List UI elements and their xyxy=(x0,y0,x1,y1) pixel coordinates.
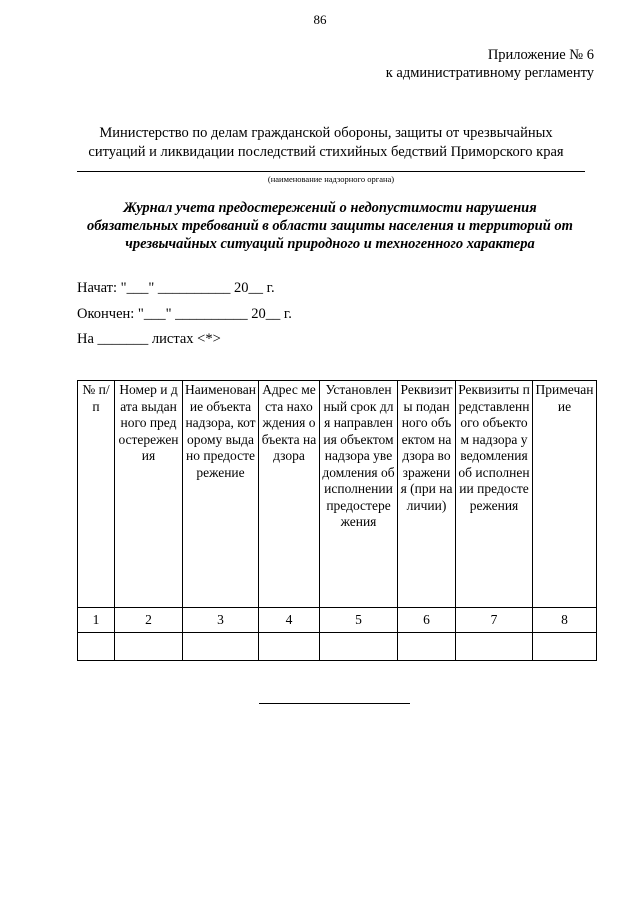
empty-cell xyxy=(398,633,456,661)
header-cell-note: Примечание xyxy=(533,381,597,608)
journal-title-line-1: Журнал учета предостережений о недопустимости нарушения xyxy=(123,200,537,216)
page-number: 86 xyxy=(313,12,327,27)
appendix-line-2: к административному регламенту xyxy=(385,65,594,81)
ministry-line-2: ситуаций и ликвидации последствий стихийных бедствий Приморского края xyxy=(88,144,564,160)
ministry-name xyxy=(60,124,592,162)
empty-cell xyxy=(78,633,115,661)
ministry-line-1: Министерство по делам гражданской обороны, защиты от чрезвычайных xyxy=(99,125,553,141)
journal-table xyxy=(77,380,597,661)
column-number-cell: 5 xyxy=(320,608,398,633)
column-number-cell: 2 xyxy=(115,608,183,633)
header-cell-object-address: Адрес места нахождения объекта надзора xyxy=(259,381,320,608)
empty-cell xyxy=(115,633,183,661)
column-number-row xyxy=(78,608,597,633)
started-date-field: Начат: "___" __________ 20__ г. xyxy=(77,280,275,296)
org-underline xyxy=(77,171,585,172)
org-caption: (наименование надзорного органа) xyxy=(267,174,395,184)
empty-cell xyxy=(320,633,398,661)
end-separator-line xyxy=(259,703,410,704)
journal-title-line-3: чрезвычайных ситуаций природного и техногенного характера xyxy=(125,236,535,252)
header-cell-notification-deadline: Установленный срок для направления объектом надзора уведомления об исполнении предостережения xyxy=(320,381,398,608)
sheets-count-field: На _______ листах <*> xyxy=(77,331,221,347)
journal-title xyxy=(70,199,590,253)
journal-title-line-2: обязательных требований в области защиты населения и территорий от xyxy=(87,218,573,234)
table-header-row xyxy=(78,381,597,608)
column-number-cell: 8 xyxy=(533,608,597,633)
header-cell-warning-number-date: Номер и дата выданного предостережения xyxy=(115,381,183,608)
appendix-note xyxy=(386,46,594,82)
column-number-cell: 7 xyxy=(456,608,533,633)
column-number-cell: 1 xyxy=(78,608,115,633)
column-number-cell: 6 xyxy=(398,608,456,633)
header-cell-notification-details: Реквизиты представленного объектом надзора уведомления об исполнении предостережения xyxy=(456,381,533,608)
header-cell-number: № п/п xyxy=(78,381,115,608)
empty-cell xyxy=(456,633,533,661)
column-number-cell: 3 xyxy=(183,608,259,633)
header-cell-objection-details: Реквизиты поданного объектом надзора возражения (при наличии) xyxy=(398,381,456,608)
table-row xyxy=(78,633,597,661)
finished-date-field: Окончен: "___" __________ 20__ г. xyxy=(77,306,292,322)
column-number-cell: 4 xyxy=(259,608,320,633)
empty-cell xyxy=(533,633,597,661)
empty-cell xyxy=(259,633,320,661)
appendix-line-1: Приложение № 6 xyxy=(487,47,594,63)
header-cell-object-name: Наименование объекта надзора, которому выдано предостережение xyxy=(183,381,259,608)
empty-cell xyxy=(183,633,259,661)
